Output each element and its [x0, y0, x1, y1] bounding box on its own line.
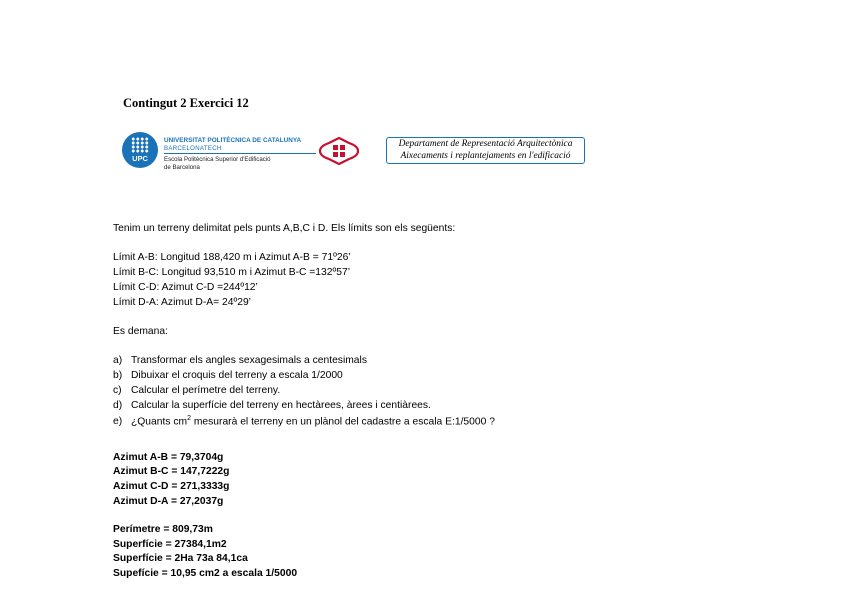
intro-text: Tenim un terreny delimitat pels punts A,B,C i D. Els límits son els següents:	[113, 223, 456, 234]
azimuth-result: Azimut B-C = 147,7222g	[113, 466, 230, 477]
task-text: Transformar els angles sexagesimals a centesimals	[131, 355, 367, 366]
task-item	[113, 415, 495, 427]
school-emblem-icon	[318, 136, 360, 166]
task-letter: e)	[113, 416, 123, 428]
azimuth-result: Azimut A-B = 79,3704g	[113, 452, 224, 463]
summary-result: Perímetre = 809,73m	[113, 524, 213, 535]
task-superscript: 2	[187, 415, 191, 422]
summary-result: Superfície = 27384,1m2	[113, 539, 227, 550]
page-title: Contingut 2 Exercici 12	[123, 96, 249, 110]
task-item	[113, 370, 343, 381]
department-name: Departament de Representació Arquitectònica	[398, 139, 573, 149]
task-letter: b)	[113, 370, 123, 381]
task-letter: c)	[113, 385, 122, 396]
azimuth-result: Azimut D-A = 27,2037g	[113, 496, 224, 507]
school-name-line2: de Barcelona	[164, 164, 200, 171]
task-item	[113, 355, 367, 366]
upc-abbr: UPC	[132, 154, 148, 163]
demand-heading: Es demana:	[113, 326, 168, 337]
azimuth-result: Azimut C-D = 271,3333g	[113, 481, 230, 492]
summary-result: Supefície = 10,95 cm2 a escala 1/5000	[113, 568, 298, 579]
university-subtitle: BARCELONATECH	[164, 145, 222, 152]
task-text: Calcular la superfície del terreny en hectàrees, àrees i centiàrees.	[131, 400, 431, 411]
department-unit: Aixecaments i replantejaments en l'edificació	[400, 150, 571, 161]
task-text: mesurarà el terreny en un plànol del cadastre a escala E:1/5000 ?	[190, 416, 495, 428]
summary-result: Superfície = 2Ha 73a 84,1ca	[113, 553, 248, 564]
task-text: Dibuixar el croquis del terreny a escala 1/2000	[131, 370, 343, 381]
limit-line: Límit B-C: Longitud 93,510 m i Azimut B-C =132º57’	[113, 267, 350, 278]
department-box	[386, 137, 585, 164]
limit-line: Límit D-A: Azimut D-A= 24º29’	[113, 297, 251, 308]
university-name: UNIVERSITAT POLITÈCNICA DE CATALUNYA	[164, 137, 302, 144]
task-text: ¿Quants cm	[131, 416, 188, 428]
task-letter: d)	[113, 400, 123, 411]
limit-line: Límit A-B: Longitud 188,420 m i Azimut A-B = 71º26’	[113, 252, 351, 263]
school-name-line1: Escola Politècnica Superior d'Edificació	[164, 156, 271, 163]
task-item	[113, 385, 280, 396]
task-text: Calcular el perímetre del terreny.	[131, 385, 281, 396]
upc-emblem-icon	[122, 132, 158, 168]
limit-line: Límit C-D: Azimut C-D =244º12’	[113, 282, 258, 293]
task-item	[113, 400, 431, 411]
task-letter: a)	[113, 355, 123, 366]
